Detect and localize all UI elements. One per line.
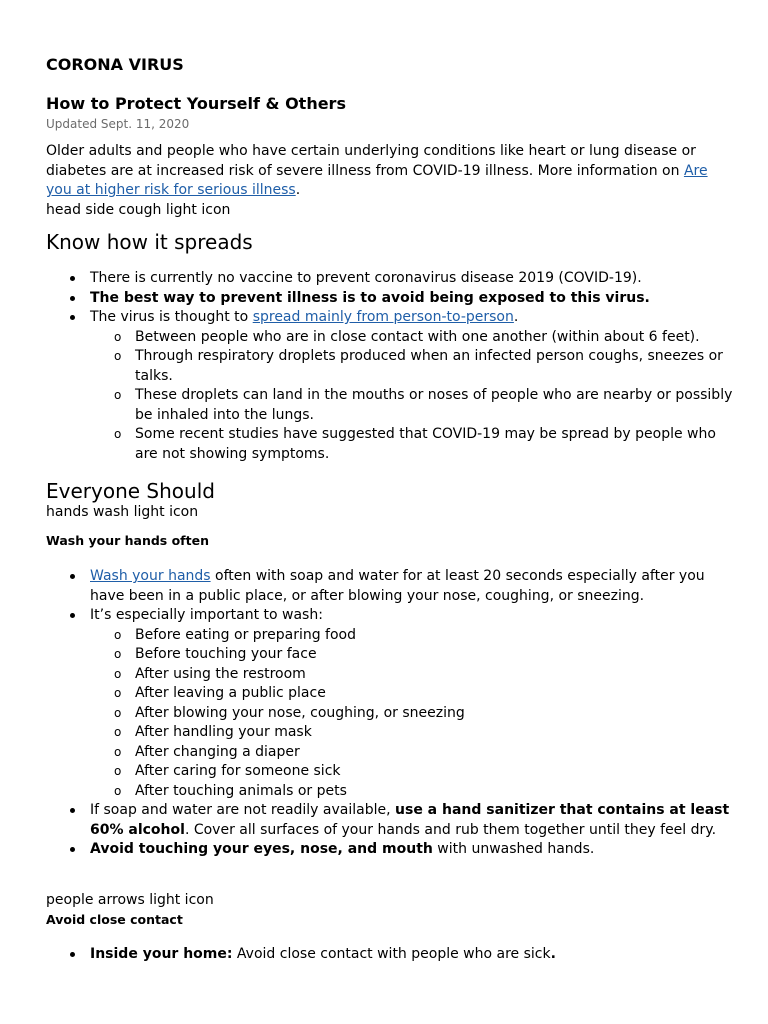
sublist-item: o After caring for someone sick — [90, 762, 736, 782]
list-item — [46, 269, 736, 289]
list-item-end: . — [550, 946, 556, 962]
people-arrows-icon-alt-text: people arrows light icon — [46, 892, 214, 908]
document-subtitle: How to Protect Yourself & Others — [46, 94, 346, 113]
sublist-item: o Through respiratory droplets produced when an infected person coughs, sneezes or talks. — [90, 347, 736, 386]
updated-date: Updated Sept. 11, 2020 — [46, 117, 190, 131]
sublist-item: o Before touching your face — [90, 645, 736, 665]
wash-list — [46, 567, 736, 860]
sublist-item: o After touching animals or pets — [90, 782, 736, 802]
sublist-item: o Some recent studies have suggested that COVID-19 may be spread by people who are not showing symptoms. — [90, 425, 736, 464]
sublist-item: o Before eating or preparing food — [90, 626, 736, 646]
wash-your-hands-link[interactable]: Wash your hands — [90, 568, 211, 584]
list-item-text: There is currently no vaccine to prevent coronavirus disease 2019 (COVID-19). — [90, 270, 642, 286]
list-item-end: . — [513, 309, 519, 325]
list-item-bold: use a hand sanitizer that contains at least 60% alcohol — [90, 802, 730, 838]
list-item — [46, 840, 736, 860]
contact-list — [46, 945, 736, 965]
section-heading-spreads: Know how it spreads — [46, 230, 253, 254]
list-item — [46, 801, 736, 840]
intro-text: Older adults and people who have certain underlying conditions like heart or lung disease or diabetes are at increased risk of severe illness from COVID-19 illness. More information on — [46, 143, 696, 179]
list-item-text: often with soap and water for at least 20 seconds especially after you have been in a public place, or after blowing your nose, coughing, or sneezing. — [90, 568, 705, 604]
list-item-end: with unwashed hands. — [432, 841, 595, 857]
list-item — [46, 945, 736, 965]
list-item-text: The virus is thought to — [90, 309, 253, 325]
intro-end: . — [295, 182, 301, 198]
sublist-item: o After leaving a public place — [90, 684, 736, 704]
list-item-text: If soap and water are not readily available, — [90, 802, 396, 818]
wash-hands-heading: Wash your hands often — [46, 533, 209, 548]
list-item — [46, 289, 736, 309]
list-item-text: Avoid close contact with people who are sick — [232, 946, 551, 962]
higher-risk-link[interactable]: Are you at higher risk for serious illness — [46, 162, 708, 198]
list-item-bold: Inside your home: — [90, 946, 233, 962]
intro-paragraph — [46, 142, 736, 220]
list-item-bold: The best way to prevent illness is to avoid being exposed to this virus. — [90, 289, 650, 306]
sublist-item: o After blowing your nose, coughing, or sneezing — [90, 704, 736, 724]
close-contact-heading: Avoid close contact — [46, 912, 183, 927]
sublist-item: o These droplets can land in the mouths or noses of people who are nearby or possibly be inhaled into the lungs. — [90, 386, 736, 425]
list-item-text: It’s especially important to wash: — [90, 607, 323, 623]
list-item — [46, 606, 736, 801]
list-item — [46, 567, 736, 606]
list-item — [46, 308, 736, 464]
list-item-end: . Cover all surfaces of your hands and rub them together until they feel dry. — [184, 821, 717, 838]
wash-sublist — [90, 626, 736, 802]
document-title: CORONA VIRUS — [46, 55, 184, 74]
hands-wash-icon-alt-text: hands wash light icon — [46, 504, 199, 520]
section-heading-everyone: Everyone Should — [46, 479, 215, 503]
cough-icon-alt-text: head side cough light icon — [46, 201, 231, 218]
spreads-sublist — [90, 328, 736, 465]
spreads-list — [46, 269, 736, 464]
sublist-item: o After handling your mask — [90, 723, 736, 743]
sublist-item: o Between people who are in close contact with one another (within about 6 feet). — [90, 328, 736, 348]
sublist-item: o After using the restroom — [90, 665, 736, 685]
person-to-person-link[interactable]: spread mainly from person-to-person — [252, 309, 514, 325]
list-item-bold: Avoid touching your eyes, nose, and mouth — [90, 841, 433, 857]
sublist-item: o After changing a diaper — [90, 743, 736, 763]
